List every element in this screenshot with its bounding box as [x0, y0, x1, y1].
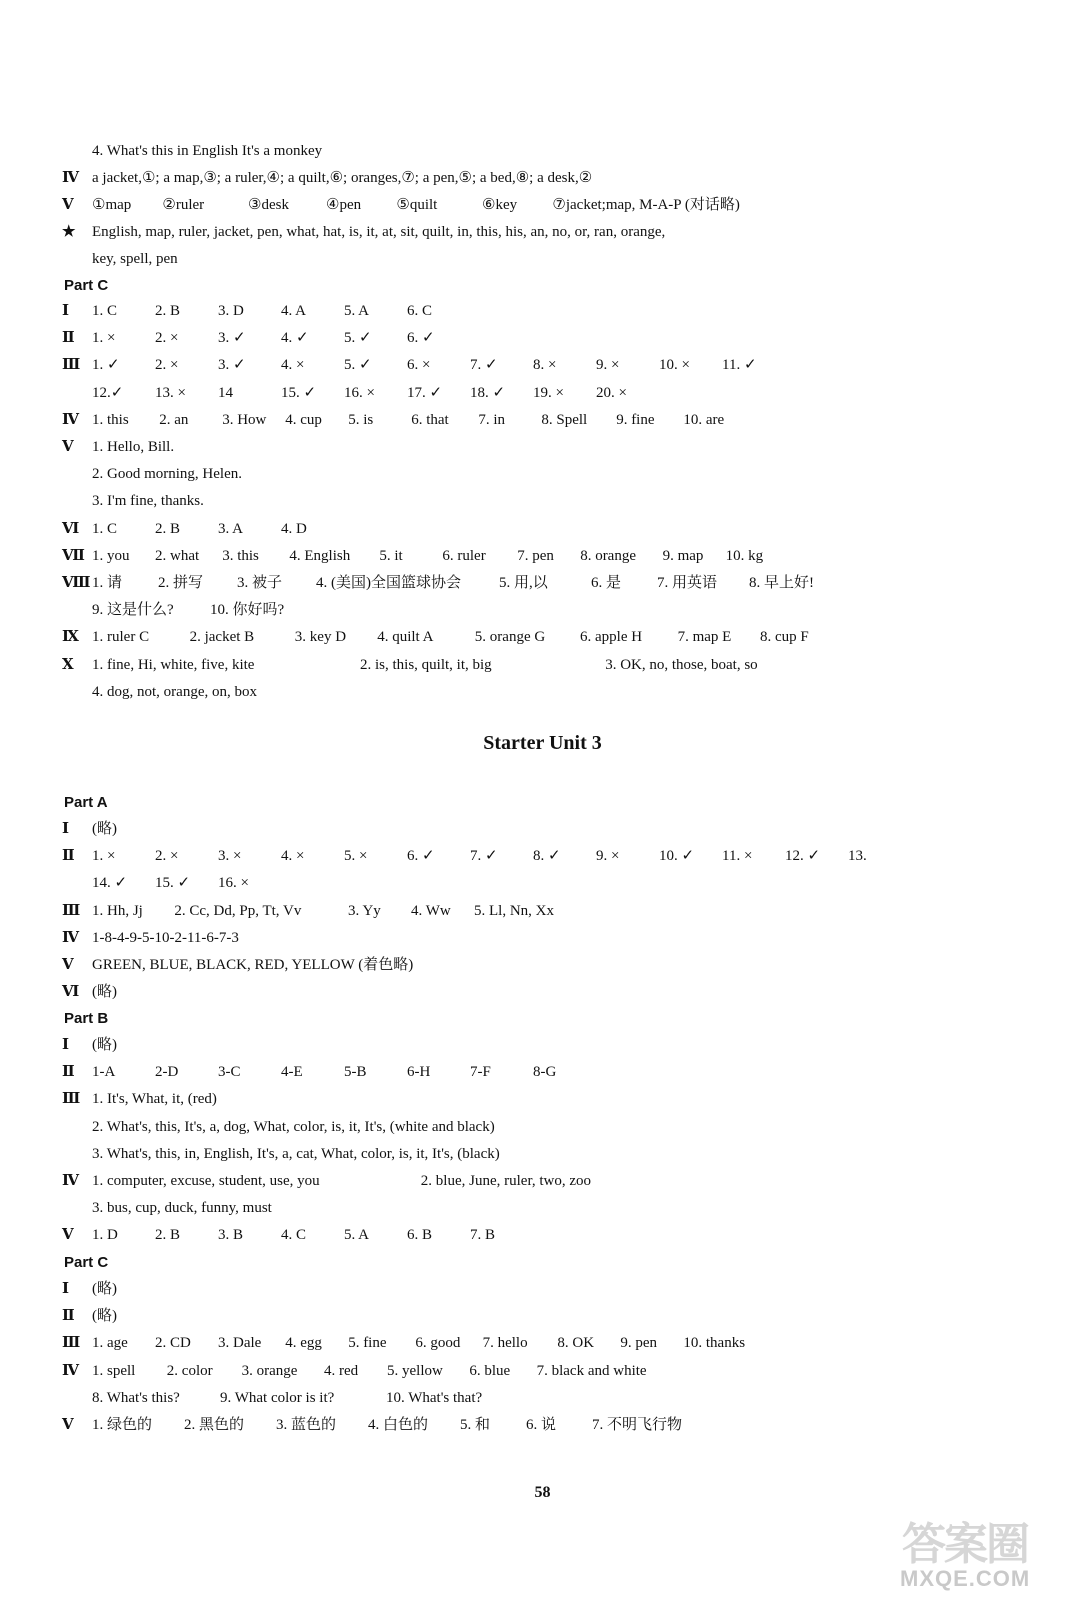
answer-item: 6. 说: [526, 1417, 557, 1433]
answer-item: 1. this: [92, 411, 129, 428]
answer-item: 14. ✓: [92, 875, 128, 892]
answer-item: 2. blue, June, ruler, two, zoo: [420, 1173, 591, 1189]
answer-item: 4. Ww: [411, 902, 451, 919]
answer-item: 3. Yy: [348, 902, 381, 919]
question-number: Ⅸ: [62, 629, 79, 646]
answer-item: ⑦jacket;map, M-A-P (对话略): [552, 197, 740, 213]
answer-item: 7. 不明飞行物: [592, 1417, 683, 1433]
answer-item: 5. 用,以: [499, 575, 548, 591]
answer-item: (略): [92, 1308, 117, 1325]
answer-item: 4. D: [281, 520, 307, 537]
answer-item: 12. ✓: [785, 848, 821, 865]
answer-item: (略): [92, 821, 117, 837]
answer-item: 5. is: [348, 411, 374, 428]
answer-item: (略): [92, 984, 117, 1001]
answer-item: 13.: [848, 848, 867, 865]
answer-item: 1. ✓: [92, 357, 120, 374]
answer-item: 1. 请: [92, 575, 123, 591]
answer-item: 4. (美国)全国篮球协会: [316, 575, 461, 591]
answer-item: 5. Ll, Nn, Xx: [474, 902, 554, 919]
answer-item: 6. blue: [469, 1362, 511, 1379]
answer-item: 18. ✓: [470, 384, 506, 401]
question-number: Ⅰ: [62, 303, 70, 319]
answer-item: 3. bus, cup, duck, funny, must: [92, 1200, 272, 1217]
question-number: Ⅵ: [62, 520, 80, 537]
answer-item: 3. D: [218, 303, 244, 319]
answer-item: 1. Hh, Jj: [92, 902, 143, 919]
watermark-logo: 答案圈: [902, 1519, 1028, 1570]
question-number: Ⅳ: [62, 929, 80, 946]
answer-item: 2. CD: [155, 1335, 191, 1352]
answer-item: 3. What's, this, in, English, It's, a, cat, What, color, is, it, It's, (black): [92, 1145, 500, 1162]
answer-item: 2. Good morning, Helen.: [92, 466, 242, 483]
answer-item: 1. C: [92, 303, 118, 319]
answer-item: 9. 这是什么?: [92, 602, 174, 619]
answer-item: 3. ×: [218, 848, 242, 865]
question-number: Ⅰ: [62, 1281, 70, 1297]
answer-item: 4. cup: [285, 411, 322, 428]
answer-item: 5. ×: [344, 848, 368, 865]
answer-item: 2. ×: [155, 357, 179, 374]
answer-item: 2. Cc, Dd, Pp, Tt, Vv: [174, 902, 302, 919]
answer-item: 5. 和: [460, 1417, 491, 1433]
answer-item: 2. is, this, quilt, it, big: [360, 656, 492, 673]
question-number: Ⅰ: [62, 1037, 70, 1053]
answer-item: 5. yellow: [387, 1362, 443, 1379]
answer-item: 10. ✓: [659, 848, 695, 865]
answer-item: 7. map E: [677, 629, 732, 646]
answer-item: English, map, ruler, jacket, pen, what, hat, is, it, at, sit, quilt, in, this, his, an, no, or, ran, orange,: [92, 224, 666, 240]
answer-item: 3-C: [218, 1064, 241, 1081]
answer-item: 4-E: [281, 1064, 303, 1081]
answer-item: 2. an: [159, 411, 189, 428]
question-number: Ⅳ: [62, 411, 80, 428]
answer-item: 1. spell: [92, 1362, 136, 1379]
answer-item: 1. It's, What, it, (red): [92, 1091, 217, 1108]
answer-item: 9. fine: [616, 411, 655, 428]
answer-item: 1-8-4-9-5-10-2-11-6-7-3: [92, 929, 239, 946]
question-number: ★: [62, 224, 76, 240]
page-number: 58: [534, 1484, 551, 1501]
answer-item: 7-F: [470, 1064, 491, 1081]
answer-item: a jacket,①; a map,③; a ruler,④; a quilt,⑥; oranges,⑦; a pen,⑤; a bed,⑧; a desk,②: [92, 170, 593, 186]
answer-item: 6. ruler: [442, 547, 486, 564]
part-heading: Part A: [64, 794, 108, 811]
answer-item: 1. D: [92, 1227, 118, 1244]
answer-item: 7. pen: [517, 547, 554, 564]
answer-item: 9. ×: [596, 848, 620, 865]
answer-item: key, spell, pen: [92, 251, 178, 267]
answer-item: 3. I'm fine, thanks.: [92, 493, 204, 510]
answer-item: 6. 是: [591, 575, 622, 591]
answer-item: ①map: [92, 197, 132, 213]
watermark-url: MXQE.COM: [900, 1566, 1031, 1591]
answer-item: 4. A: [281, 303, 307, 319]
answer-item: 11. ✓: [722, 357, 757, 374]
answer-item: 8-G: [533, 1064, 557, 1081]
question-number: Ⅲ: [62, 1335, 81, 1352]
answer-item: 4. English: [289, 547, 351, 564]
answer-item: 5. ✓: [344, 330, 372, 347]
answer-item: 9. What color is it?: [220, 1389, 335, 1406]
answer-item: 2. ×: [155, 330, 179, 347]
answer-item: 4. ×: [281, 848, 305, 865]
question-number: Ⅹ: [62, 656, 74, 673]
question-number: Ⅴ: [62, 197, 74, 213]
answer-item: 10. thanks: [683, 1335, 746, 1352]
answer-item: 16. ×: [218, 875, 249, 892]
answer-item: 2. jacket B: [189, 629, 255, 646]
answer-item: 4. egg: [285, 1335, 322, 1352]
answer-item: 3. 蓝色的: [276, 1417, 337, 1433]
answer-item: 7. B: [470, 1227, 496, 1244]
question-number: Ⅲ: [62, 357, 81, 374]
answer-item: 4. ×: [281, 357, 305, 374]
answer-item: 8. 早上好!: [749, 575, 814, 591]
answer-item: ④pen: [326, 197, 362, 213]
answer-item: 3. ✓: [218, 330, 246, 347]
answer-item: 1. ×: [92, 848, 116, 865]
question-number: Ⅱ: [62, 1064, 75, 1081]
answer-item: ②ruler: [162, 197, 205, 213]
answer-item: 9. ×: [596, 357, 620, 374]
answer-item: 2. 拼写: [158, 575, 204, 591]
question-number: Ⅴ: [62, 439, 74, 455]
answer-item: 6. ×: [407, 357, 431, 374]
answer-item: 6. apple H: [580, 629, 643, 646]
answer-item: ③desk: [248, 197, 289, 213]
answer-item: 2. What's, this, It's, a, dog, What, color, is, it, It's, (white and black): [92, 1118, 495, 1135]
answer-item: 2. B: [155, 520, 181, 537]
answer-item: 1. you: [92, 547, 130, 564]
answer-item: 1. fine, Hi, white, five, kite: [92, 656, 255, 673]
answer-item: 4. What's this in English It's a monkey: [92, 143, 323, 159]
answer-item: 1-A: [92, 1064, 116, 1081]
question-number: Ⅳ: [62, 170, 80, 186]
question-number: Ⅴ: [62, 1227, 74, 1244]
question-number: Ⅰ: [62, 821, 70, 837]
question-number: Ⅱ: [62, 330, 75, 347]
answer-item: 3. Dale: [218, 1335, 262, 1352]
answer-item: 9. map: [662, 547, 704, 564]
answer-item: 5-B: [344, 1064, 367, 1081]
unit-title: Starter Unit 3: [483, 732, 602, 754]
answer-item: 5. ✓: [344, 357, 372, 374]
answer-item: 6-H: [407, 1064, 431, 1081]
answer-item: 1. 绿色的: [92, 1417, 153, 1433]
answer-item: 8. Spell: [541, 411, 588, 428]
answer-item: 15. ✓: [281, 384, 317, 401]
answer-item: 2. B: [155, 1227, 181, 1244]
answer-item: 1. computer, excuse, student, use, you: [92, 1173, 320, 1189]
answer-item: GREEN, BLUE, BLACK, RED, YELLOW (着色略): [92, 957, 414, 973]
answer-item: 2. ×: [155, 848, 179, 865]
answer-item: 7. ✓: [470, 357, 498, 374]
answer-item: 7. ✓: [470, 848, 498, 865]
question-number: Ⅷ: [62, 575, 91, 591]
answer-item: 3. OK, no, those, boat, so: [605, 656, 758, 673]
answer-item: 16. ×: [344, 384, 375, 401]
answer-item: 10. 你好吗?: [210, 602, 285, 619]
question-number: Ⅳ: [62, 1362, 80, 1379]
answer-item: 8. OK: [557, 1335, 595, 1352]
answer-item: 3. orange: [241, 1362, 298, 1379]
answer-item: 4. ✓: [281, 330, 309, 347]
answer-item: 6. C: [407, 303, 433, 319]
answer-item: 6. ✓: [407, 330, 435, 347]
question-number: Ⅱ: [62, 1308, 75, 1325]
answer-item: 4. 白色的: [368, 1417, 429, 1433]
answer-item: 3. B: [218, 1227, 244, 1244]
answer-item: 7. hello: [482, 1335, 528, 1352]
answer-item: 8. cup F: [760, 629, 809, 646]
answer-item: 9. pen: [620, 1335, 658, 1352]
answer-item: 2-D: [155, 1064, 179, 1081]
answer-item: 1. Hello, Bill.: [92, 439, 175, 455]
answer-item: 1. age: [92, 1335, 128, 1352]
question-number: Ⅳ: [62, 1173, 80, 1189]
answer-item: 5. A: [344, 1227, 370, 1244]
answer-item: 1. ruler C: [92, 629, 150, 646]
question-number: Ⅵ: [62, 984, 80, 1001]
answer-item: 8. ×: [533, 357, 557, 374]
answer-item: 19. ×: [533, 384, 564, 401]
answer-item: 4. C: [281, 1227, 307, 1244]
answer-item: 1. ×: [92, 330, 116, 347]
answer-item: 3. ✓: [218, 357, 246, 374]
answer-item: 1. C: [92, 520, 118, 537]
answer-item: ⑤quilt: [396, 197, 438, 213]
answer-item: (略): [92, 1281, 117, 1297]
answer-item: 8. orange: [580, 547, 636, 564]
answer-item: 2. 黑色的: [184, 1417, 245, 1433]
answer-item: 6. good: [415, 1335, 461, 1352]
part-heading: Part B: [64, 1010, 109, 1027]
answer-item: ⑥key: [482, 197, 518, 213]
answer-item: 4. red: [324, 1362, 359, 1379]
answer-item: 6. that: [411, 411, 449, 428]
answer-item: 10. kg: [725, 547, 764, 564]
question-number: Ⅲ: [62, 902, 81, 919]
answer-item: 3. How: [222, 411, 267, 428]
answer-item: 5. A: [344, 303, 370, 319]
answer-item: 3. 被子: [237, 575, 283, 591]
answer-item: 12.✓: [92, 384, 124, 401]
answer-item: 10. What's that?: [386, 1389, 483, 1406]
answer-item: 14: [218, 384, 233, 401]
question-number: Ⅶ: [62, 547, 85, 564]
answer-item: 20. ×: [596, 384, 627, 401]
answer-item: (略): [92, 1037, 117, 1053]
answer-item: 5. orange G: [474, 629, 546, 646]
answer-item: 2. B: [155, 303, 181, 319]
answer-item: 3. A: [218, 520, 244, 537]
answer-item: 5. fine: [348, 1335, 387, 1352]
answer-item: 4. dog, not, orange, on, box: [92, 683, 257, 700]
answer-item: 13. ×: [155, 384, 186, 401]
answer-item: 7. in: [478, 411, 506, 428]
answer-item: 17. ✓: [407, 384, 443, 401]
question-number: Ⅲ: [62, 1091, 81, 1108]
question-number: Ⅱ: [62, 848, 75, 865]
answer-item: 7. 用英语: [657, 575, 718, 591]
answer-item: 10. ×: [659, 357, 690, 374]
answer-item: 6. B: [407, 1227, 433, 1244]
answer-item: 4. quilt A: [377, 629, 434, 646]
question-number: Ⅴ: [62, 957, 74, 973]
answer-item: 15. ✓: [155, 875, 191, 892]
answer-item: 11. ×: [722, 848, 753, 865]
answer-item: 5. it: [379, 547, 403, 564]
answer-item: 2. color: [166, 1362, 213, 1379]
part-heading: Part C: [64, 1254, 109, 1271]
answer-item: 2. what: [155, 547, 200, 564]
answer-item: 3. key D: [294, 629, 347, 646]
answer-item: 6. ✓: [407, 848, 435, 865]
answer-item: 3. this: [222, 547, 259, 564]
question-number: Ⅴ: [62, 1417, 74, 1433]
part-heading: Part C: [64, 277, 109, 294]
answer-item: 10. are: [683, 411, 725, 428]
answer-item: 8. ✓: [533, 848, 561, 865]
answer-item: 8. What's this?: [92, 1389, 180, 1406]
answer-item: 7. black and white: [536, 1362, 647, 1379]
